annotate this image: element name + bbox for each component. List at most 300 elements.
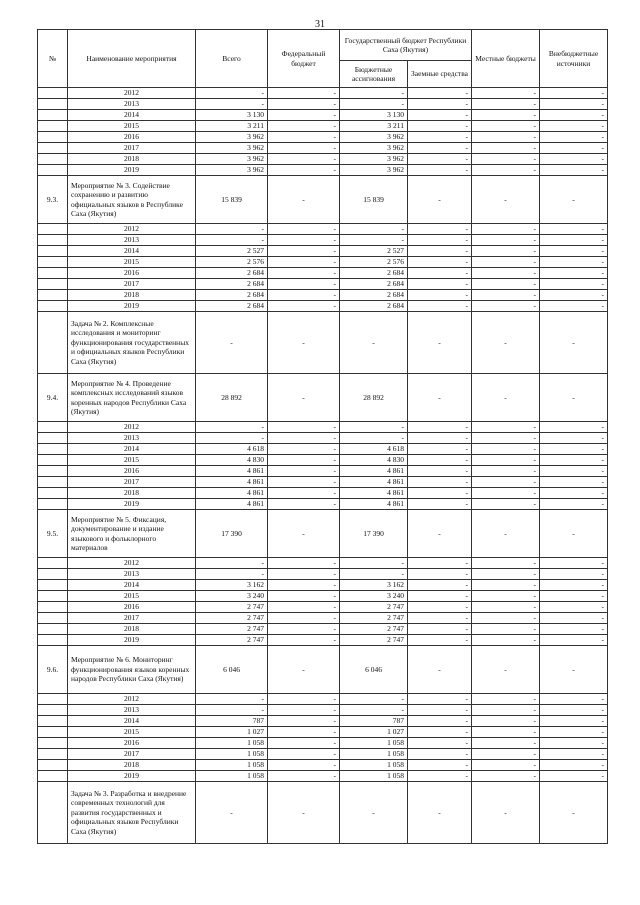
total-cell: 4 861 — [196, 488, 268, 499]
total-cell: 787 — [196, 716, 268, 727]
year-cell: 2012 — [68, 88, 196, 99]
loans-cell: - — [408, 569, 472, 580]
year-cell: 2014 — [68, 716, 196, 727]
row-number-cell — [38, 422, 68, 433]
loans-cell: - — [408, 760, 472, 771]
extra-cell: - — [540, 279, 608, 290]
federal-cell: - — [268, 301, 340, 312]
extra-cell: - — [540, 624, 608, 635]
federal-cell: - — [268, 279, 340, 290]
year-row — [38, 569, 608, 580]
row-number-cell — [38, 224, 68, 235]
federal-cell: - — [268, 422, 340, 433]
extra-cell: - — [540, 782, 608, 844]
budget-alloc-cell: - — [340, 705, 408, 716]
col-name-header: Наименование мероприятия — [68, 30, 196, 88]
total-cell: 4 830 — [196, 455, 268, 466]
year-row — [38, 301, 608, 312]
row-number-cell — [38, 312, 68, 374]
extra-cell: - — [540, 738, 608, 749]
task-row — [38, 782, 608, 844]
total-cell: - — [196, 88, 268, 99]
loans-cell: - — [408, 694, 472, 705]
local-cell: - — [472, 143, 540, 154]
loans-cell: - — [408, 499, 472, 510]
budget-alloc-cell: - — [340, 312, 408, 374]
extra-cell: - — [540, 510, 608, 558]
year-cell: 2013 — [68, 705, 196, 716]
local-cell: - — [472, 602, 540, 613]
federal-cell: - — [268, 132, 340, 143]
federal-cell: - — [268, 569, 340, 580]
row-number-cell — [38, 624, 68, 635]
loans-cell: - — [408, 558, 472, 569]
year-row — [38, 279, 608, 290]
year-cell: 2015 — [68, 121, 196, 132]
extra-cell: - — [540, 257, 608, 268]
row-number-cell — [38, 580, 68, 591]
year-row — [38, 99, 608, 110]
federal-cell: - — [268, 268, 340, 279]
extra-cell: - — [540, 771, 608, 782]
year-row — [38, 257, 608, 268]
federal-cell: - — [268, 154, 340, 165]
total-cell: 2 527 — [196, 246, 268, 257]
local-cell: - — [472, 268, 540, 279]
local-cell: - — [472, 374, 540, 422]
local-cell: - — [472, 782, 540, 844]
local-cell: - — [472, 88, 540, 99]
year-row — [38, 268, 608, 279]
year-row — [38, 694, 608, 705]
federal-cell: - — [268, 738, 340, 749]
local-cell: - — [472, 176, 540, 224]
year-row — [38, 224, 608, 235]
col-local-header: Местные бюджеты — [472, 30, 540, 88]
extra-cell: - — [540, 499, 608, 510]
local-cell: - — [472, 694, 540, 705]
year-row — [38, 705, 608, 716]
budget-alloc-cell: 4 618 — [340, 444, 408, 455]
activity-row — [38, 176, 608, 224]
year-cell: 2015 — [68, 591, 196, 602]
local-cell: - — [472, 727, 540, 738]
federal-cell: - — [268, 591, 340, 602]
loans-cell: - — [408, 154, 472, 165]
budget-alloc-cell: 3 962 — [340, 154, 408, 165]
federal-cell: - — [268, 88, 340, 99]
year-cell: 2014 — [68, 580, 196, 591]
extra-cell: - — [540, 433, 608, 444]
year-cell: 2012 — [68, 694, 196, 705]
loans-cell: - — [408, 771, 472, 782]
col-loans-header: Заемные средства — [408, 61, 472, 88]
local-cell: - — [472, 224, 540, 235]
budget-alloc-cell: - — [340, 433, 408, 444]
year-cell: 2017 — [68, 613, 196, 624]
federal-cell: - — [268, 558, 340, 569]
local-cell: - — [472, 646, 540, 694]
row-number-cell — [38, 558, 68, 569]
year-row — [38, 488, 608, 499]
total-cell: 4 618 — [196, 444, 268, 455]
local-cell: - — [472, 624, 540, 635]
total-cell: - — [196, 433, 268, 444]
col-num-header: № — [38, 30, 68, 88]
total-cell: 3 962 — [196, 165, 268, 176]
total-cell: - — [196, 558, 268, 569]
year-row — [38, 749, 608, 760]
local-cell: - — [472, 558, 540, 569]
local-cell: - — [472, 279, 540, 290]
row-number-cell — [38, 738, 68, 749]
row-number-cell — [38, 771, 68, 782]
task-row — [38, 312, 608, 374]
local-cell: - — [472, 301, 540, 312]
year-row — [38, 477, 608, 488]
local-cell: - — [472, 499, 540, 510]
loans-cell: - — [408, 110, 472, 121]
local-cell: - — [472, 771, 540, 782]
row-number-cell — [38, 121, 68, 132]
year-cell: 2019 — [68, 635, 196, 646]
budget-alloc-cell: 3 962 — [340, 132, 408, 143]
budget-alloc-cell: - — [340, 235, 408, 246]
year-cell: 2018 — [68, 624, 196, 635]
local-cell: - — [472, 705, 540, 716]
local-cell: - — [472, 246, 540, 257]
extra-cell: - — [540, 444, 608, 455]
row-number-cell — [38, 749, 68, 760]
row-number-cell — [38, 132, 68, 143]
year-cell: 2016 — [68, 602, 196, 613]
local-cell: - — [472, 121, 540, 132]
extra-cell: - — [540, 154, 608, 165]
loans-cell: - — [408, 444, 472, 455]
year-cell: 2018 — [68, 154, 196, 165]
loans-cell: - — [408, 132, 472, 143]
budget-alloc-cell: 2 527 — [340, 246, 408, 257]
year-row — [38, 88, 608, 99]
federal-cell: - — [268, 716, 340, 727]
local-cell: - — [472, 99, 540, 110]
total-cell: 1 058 — [196, 760, 268, 771]
total-cell: 2 684 — [196, 268, 268, 279]
row-number-cell — [38, 466, 68, 477]
year-row — [38, 290, 608, 301]
budget-alloc-cell: 2 684 — [340, 290, 408, 301]
loans-cell: - — [408, 727, 472, 738]
year-row — [38, 635, 608, 646]
year-cell: 2015 — [68, 455, 196, 466]
loans-cell: - — [408, 176, 472, 224]
federal-cell: - — [268, 110, 340, 121]
federal-cell: - — [268, 246, 340, 257]
year-cell: 2019 — [68, 499, 196, 510]
year-cell: 2013 — [68, 433, 196, 444]
total-cell: 2 684 — [196, 290, 268, 301]
budget-alloc-cell: - — [340, 694, 408, 705]
extra-cell: - — [540, 132, 608, 143]
local-cell: - — [472, 749, 540, 760]
col-republic-header: Государственный бюджет Республики Саха (Якутия) — [340, 30, 472, 61]
extra-cell: - — [540, 235, 608, 246]
budget-alloc-cell: 1 058 — [340, 771, 408, 782]
budget-alloc-cell: 28 892 — [340, 374, 408, 422]
loans-cell: - — [408, 635, 472, 646]
loans-cell: - — [408, 613, 472, 624]
federal-cell: - — [268, 224, 340, 235]
year-row — [38, 165, 608, 176]
extra-cell: - — [540, 716, 608, 727]
row-number-cell — [38, 279, 68, 290]
local-cell: - — [472, 510, 540, 558]
row-number-cell — [38, 705, 68, 716]
total-cell: - — [196, 312, 268, 374]
activity-name-cell: Мероприятие № 4. Проведение комплексных исследований языков коренных народов Республики Саха (Якутия) — [68, 374, 196, 422]
budget-alloc-cell: 4 861 — [340, 477, 408, 488]
extra-cell: - — [540, 488, 608, 499]
local-cell: - — [472, 569, 540, 580]
loans-cell: - — [408, 257, 472, 268]
year-row — [38, 422, 608, 433]
local-cell: - — [472, 488, 540, 499]
total-cell: 3 240 — [196, 591, 268, 602]
total-cell: 2 747 — [196, 602, 268, 613]
row-number-cell — [38, 716, 68, 727]
row-number-cell — [38, 165, 68, 176]
budget-alloc-cell: 3 240 — [340, 591, 408, 602]
year-cell: 2013 — [68, 99, 196, 110]
col-extra-header: Внебюджетные источники — [540, 30, 608, 88]
year-cell: 2012 — [68, 558, 196, 569]
extra-cell: - — [540, 176, 608, 224]
row-number-cell — [38, 268, 68, 279]
year-row — [38, 110, 608, 121]
loans-cell: - — [408, 279, 472, 290]
extra-cell: - — [540, 224, 608, 235]
federal-cell: - — [268, 257, 340, 268]
total-cell: 2 747 — [196, 613, 268, 624]
total-cell: - — [196, 224, 268, 235]
total-cell: - — [196, 422, 268, 433]
year-row — [38, 235, 608, 246]
budget-alloc-cell: 2 747 — [340, 602, 408, 613]
year-row — [38, 771, 608, 782]
local-cell: - — [472, 290, 540, 301]
budget-alloc-cell: - — [340, 88, 408, 99]
year-row — [38, 716, 608, 727]
federal-cell: - — [268, 624, 340, 635]
year-cell: 2012 — [68, 224, 196, 235]
year-cell: 2017 — [68, 749, 196, 760]
year-cell: 2019 — [68, 165, 196, 176]
federal-cell: - — [268, 705, 340, 716]
federal-cell: - — [268, 510, 340, 558]
extra-cell: - — [540, 727, 608, 738]
local-cell: - — [472, 154, 540, 165]
year-cell: 2014 — [68, 110, 196, 121]
budget-table — [37, 29, 608, 844]
local-cell: - — [472, 110, 540, 121]
extra-cell: - — [540, 99, 608, 110]
loans-cell: - — [408, 624, 472, 635]
local-cell: - — [472, 716, 540, 727]
budget-alloc-cell: 3 162 — [340, 580, 408, 591]
year-row — [38, 591, 608, 602]
year-cell: 2017 — [68, 143, 196, 154]
budget-alloc-cell: 1 058 — [340, 738, 408, 749]
row-number-cell — [38, 499, 68, 510]
total-cell: 3 211 — [196, 121, 268, 132]
loans-cell: - — [408, 374, 472, 422]
total-cell: 3 962 — [196, 132, 268, 143]
loans-cell: - — [408, 580, 472, 591]
row-number-cell — [38, 246, 68, 257]
local-cell: - — [472, 580, 540, 591]
year-cell: 2018 — [68, 488, 196, 499]
loans-cell: - — [408, 312, 472, 374]
federal-cell: - — [268, 455, 340, 466]
local-cell: - — [472, 444, 540, 455]
row-number-cell — [38, 290, 68, 301]
total-cell: 1 027 — [196, 727, 268, 738]
row-number-cell — [38, 99, 68, 110]
total-cell: - — [196, 782, 268, 844]
year-cell: 2013 — [68, 569, 196, 580]
activity-row — [38, 646, 608, 694]
total-cell: 2 747 — [196, 635, 268, 646]
loans-cell: - — [408, 477, 472, 488]
local-cell: - — [472, 257, 540, 268]
loans-cell: - — [408, 235, 472, 246]
total-cell: 2 684 — [196, 301, 268, 312]
page-number: 31 — [315, 19, 325, 30]
row-number-cell — [38, 488, 68, 499]
federal-cell: - — [268, 694, 340, 705]
budget-alloc-cell: 1 027 — [340, 727, 408, 738]
budget-alloc-cell: 4 861 — [340, 499, 408, 510]
year-row — [38, 602, 608, 613]
extra-cell: - — [540, 694, 608, 705]
year-row — [38, 466, 608, 477]
row-number-cell — [38, 257, 68, 268]
budget-alloc-cell: - — [340, 99, 408, 110]
federal-cell: - — [268, 121, 340, 132]
local-cell: - — [472, 455, 540, 466]
loans-cell: - — [408, 246, 472, 257]
extra-cell: - — [540, 602, 608, 613]
year-cell: 2016 — [68, 738, 196, 749]
year-row — [38, 121, 608, 132]
year-cell: 2016 — [68, 466, 196, 477]
activity-name-cell: Мероприятие № 3. Содействие сохранению и развитию официальных языков в Республике Саха (Якутия) — [68, 176, 196, 224]
extra-cell: - — [540, 591, 608, 602]
extra-cell: - — [540, 88, 608, 99]
budget-alloc-cell: 2 684 — [340, 301, 408, 312]
total-cell: - — [196, 99, 268, 110]
year-row — [38, 613, 608, 624]
total-cell: - — [196, 235, 268, 246]
extra-cell: - — [540, 705, 608, 716]
local-cell: - — [472, 477, 540, 488]
budget-alloc-cell: 2 576 — [340, 257, 408, 268]
row-number-cell — [38, 591, 68, 602]
year-row — [38, 738, 608, 749]
total-cell: - — [196, 694, 268, 705]
row-number-cell — [38, 110, 68, 121]
year-cell: 2012 — [68, 422, 196, 433]
task-name-cell: Задача № 3. Разработка и внедрение современных технологий для развития государственных и официальных языков Республики Саха (Якутия) — [68, 782, 196, 844]
total-cell: 4 861 — [196, 477, 268, 488]
loans-cell: - — [408, 224, 472, 235]
federal-cell: - — [268, 727, 340, 738]
extra-cell: - — [540, 165, 608, 176]
budget-alloc-cell: 2 747 — [340, 624, 408, 635]
extra-cell: - — [540, 466, 608, 477]
row-number-cell — [38, 635, 68, 646]
row-number-cell — [38, 694, 68, 705]
year-row — [38, 499, 608, 510]
row-number-cell — [38, 143, 68, 154]
total-cell: 1 058 — [196, 738, 268, 749]
year-row — [38, 760, 608, 771]
federal-cell: - — [268, 374, 340, 422]
budget-alloc-cell: 3 962 — [340, 165, 408, 176]
loans-cell: - — [408, 301, 472, 312]
row-number-cell — [38, 782, 68, 844]
year-cell: 2017 — [68, 279, 196, 290]
year-cell: 2015 — [68, 257, 196, 268]
budget-alloc-cell: 2 747 — [340, 613, 408, 624]
total-cell: 4 861 — [196, 499, 268, 510]
budget-alloc-cell: 17 390 — [340, 510, 408, 558]
row-number-cell — [38, 477, 68, 488]
total-cell: 4 861 — [196, 466, 268, 477]
activity-row — [38, 374, 608, 422]
col-federal-header: Федеральный бюджет — [268, 30, 340, 88]
year-cell: 2015 — [68, 727, 196, 738]
total-cell: 6 046 — [196, 646, 268, 694]
row-number-cell: 9.4. — [38, 374, 68, 422]
budget-alloc-cell: - — [340, 422, 408, 433]
activity-name-cell: Мероприятие № 5. Фиксация, документирование и издание языкового и фольклорного материалов — [68, 510, 196, 558]
row-number-cell — [38, 154, 68, 165]
extra-cell: - — [540, 635, 608, 646]
total-cell: 2 576 — [196, 257, 268, 268]
row-number-cell — [38, 455, 68, 466]
budget-alloc-cell: 4 830 — [340, 455, 408, 466]
total-cell: - — [196, 569, 268, 580]
loans-cell: - — [408, 488, 472, 499]
loans-cell: - — [408, 716, 472, 727]
local-cell: - — [472, 422, 540, 433]
extra-cell: - — [540, 301, 608, 312]
budget-alloc-cell: 2 747 — [340, 635, 408, 646]
local-cell: - — [472, 466, 540, 477]
extra-cell: - — [540, 646, 608, 694]
loans-cell: - — [408, 738, 472, 749]
extra-cell: - — [540, 246, 608, 257]
loans-cell: - — [408, 422, 472, 433]
year-row — [38, 580, 608, 591]
row-number-cell — [38, 569, 68, 580]
federal-cell: - — [268, 143, 340, 154]
federal-cell: - — [268, 782, 340, 844]
budget-alloc-cell: 2 684 — [340, 268, 408, 279]
loans-cell: - — [408, 99, 472, 110]
extra-cell: - — [540, 569, 608, 580]
